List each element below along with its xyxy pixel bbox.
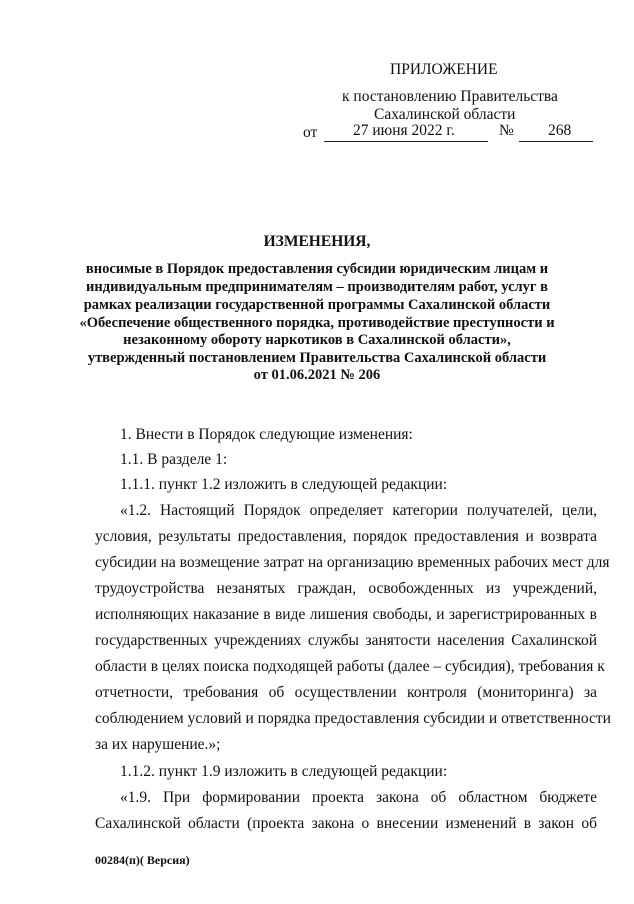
quote-line: субсидии на возмещение затрат на организацию временных рабочих мест для — [95, 554, 610, 571]
quote-line: трудоустройства незанятых граждан, освобожденных из учреждений, — [95, 580, 597, 597]
date-underline — [324, 141, 488, 142]
appendix-label: ПРИЛОЖЕНИЕ — [390, 61, 498, 78]
quote-line: исполняющих наказание в виде лишения свободы, и зарегистрированных в — [95, 606, 597, 623]
title-line: «Обеспечение общественного порядка, противодействие преступности и — [79, 315, 555, 331]
quote-line: государственных учреждениях службы занятости населения Сахалинской — [95, 632, 597, 649]
quote-line: области в целях поиска подходящей работы (далее – субсидия), требования к — [95, 658, 605, 675]
to-resolution-label: к постановлению Правительства — [342, 88, 558, 105]
title-line: незаконному обороту наркотиков в Сахалинской области», — [123, 332, 511, 348]
title-line: от 01.06.2021 № 206 — [253, 367, 381, 383]
footer-code: 00284(п)( Версия) — [95, 853, 190, 867]
quote-line: условия, результаты предоставления, порядок предоставления и возврата — [95, 528, 597, 545]
quote-line: «1.9. При формировании проекта закона об областном бюджете — [120, 789, 597, 806]
paragraph-1-1-1: 1.1.1. пункт 1.2 изложить в следующей редакции: — [120, 476, 448, 493]
paragraph-1-1-2: 1.1.2. пункт 1.9 изложить в следующей редакции: — [120, 763, 448, 780]
resolution-date: 27 июня 2022 г. — [353, 122, 455, 139]
region-label: Сахалинской области — [374, 106, 516, 123]
quote-line: «1.2. Настоящий Порядок определяет категории получателей, цели, — [120, 502, 597, 519]
paragraph-1-1: 1.1. В разделе 1: — [120, 451, 228, 468]
quote-line: отчетности, требования об осуществлении контроля (мониторинга) за — [95, 684, 597, 701]
title-line: утвержденный постановлением Правительства Сахалинской области — [87, 350, 547, 366]
paragraph-1: 1. Внести в Порядок следующие изменения: — [120, 426, 413, 443]
document-title: ИЗМЕНЕНИЯ, — [263, 233, 371, 250]
title-line: рамках реализации государственной программы Сахалинской области — [83, 297, 551, 313]
title-line: индивидуальным предпринимателям – производителям работ, услуг в — [86, 279, 548, 295]
number-sign: № — [499, 122, 514, 139]
quote-line: соблюдением условий и порядка предоставления субсидии и ответственности — [95, 710, 611, 727]
quote-line: за их нарушение.»; — [95, 736, 221, 753]
quote-line: Сахалинской области (проекта закона о внесении изменений в закон об — [95, 815, 597, 832]
from-label: от — [303, 124, 318, 141]
title-line: вносимые в Порядок предоставления субсидии юридическим лицам и — [85, 261, 549, 277]
resolution-number: 268 — [548, 122, 572, 139]
number-underline — [519, 141, 593, 142]
